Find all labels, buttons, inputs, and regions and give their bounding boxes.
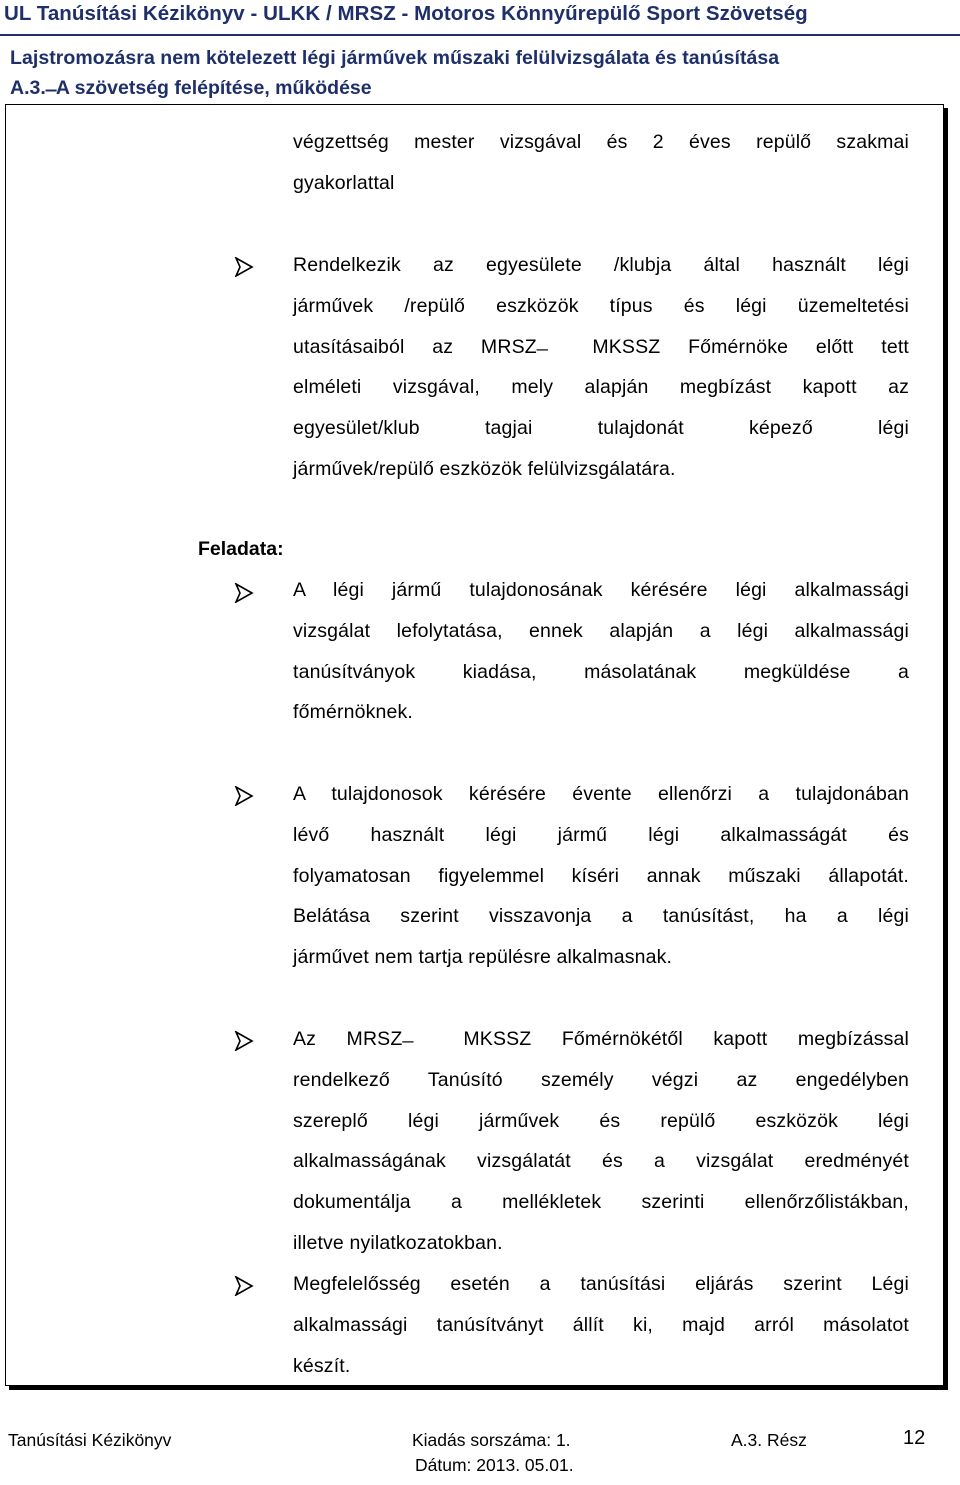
document-subtitle: Lajstromozásra nem kötelezett légi járművek műszaki felülvizsgálata és tanúsítása — [10, 47, 780, 69]
text-line: Belátása szerint visszavonja a tanúsítást, ha a légi — [293, 905, 909, 928]
document-header-title: UL Tanúsítási Kézikönyv - ULKK / MRSZ - Motoros Könnyűrepülő Sport Szövetség — [4, 2, 808, 25]
text-line: járművet nem tartja repülésre alkalmasnak. — [293, 946, 673, 969]
footer-part: A.3. Rész — [731, 1430, 807, 1450]
chapter-title: A.3. ̶ A szövetség felépítése, működése — [10, 77, 372, 99]
arrowhead-bullet-icon — [234, 1276, 254, 1296]
text-line: Rendelkezik az egyesülete /klubja által használt légi — [293, 254, 909, 276]
page-number: 12 — [903, 1427, 926, 1449]
arrowhead-bullet-icon — [234, 786, 254, 806]
text-line: készít. — [293, 1354, 351, 1377]
bullet-item-5 — [293, 1264, 909, 1386]
header-rule — [0, 34, 960, 36]
text-line: végzettség mester vizsgával és 2 éves repülő szakmai — [293, 131, 909, 153]
text-line: egyesület/klub tagjai tulajdonát képező légi — [293, 417, 909, 440]
intro-paragraph — [293, 122, 909, 204]
text-line: Megfelelősség esetén a tanúsítási eljárás szerint Légi — [293, 1273, 909, 1295]
section-heading: Feladata: — [198, 538, 284, 560]
text-line: gyakorlattal — [293, 171, 395, 194]
text-line: főmérnöknek. — [293, 701, 413, 724]
text-line: szereplő légi járművek és repülő eszközök légi — [293, 1109, 909, 1132]
bullet-item-1 — [293, 245, 909, 490]
text-line: alkalmassági tanúsítványt állít ki, majd arról másolatot — [293, 1313, 909, 1336]
text-line: vizsgálat lefolytatása, ennek alapján a légi alkalmassági — [293, 619, 909, 642]
bullet-item-4 — [293, 1019, 909, 1264]
text-line: illetve nyilatkozatokban. — [293, 1231, 503, 1254]
text-line: rendelkező Tanúsító személy végzi az engedélyben — [293, 1068, 909, 1091]
bullet-item-3 — [293, 774, 909, 978]
text-line: elméleti vizsgával, mely alapján megbízást kapott az — [293, 376, 909, 399]
text-line: tanúsítványok kiadása, másolatának megküldése a — [293, 660, 909, 683]
text-line: alkalmasságának vizsgálatát és a vizsgálat eredményét — [293, 1150, 909, 1173]
footer-edition: Kiadás sorszáma: 1. — [412, 1430, 571, 1450]
text-line: A légi jármű tulajdonosának kérésére légi alkalmassági — [293, 579, 909, 601]
text-line: lévő használt légi jármű légi alkalmasságát és — [293, 823, 909, 846]
arrowhead-bullet-icon — [234, 1031, 254, 1051]
arrowhead-bullet-icon — [234, 583, 254, 603]
text-line: dokumentálja a mellékletek szerinti ellenőrzőlistákban, — [293, 1191, 909, 1214]
bullet-item-2 — [293, 570, 909, 733]
text-line: járművek /repülő eszközök típus és légi üzemeltetési — [293, 294, 909, 317]
text-line: utasításaiból az MRSZ ̶ MKSSZ Főmérnöke előtt tett — [293, 335, 909, 358]
text-line: folyamatosan figyelemmel kíséri annak műszaki állapotát. — [293, 864, 909, 887]
text-line: Az MRSZ ̶ MKSSZ Főmérnökétől kapott megbízással — [293, 1028, 909, 1050]
text-line: A tulajdonosok kérésére évente ellenőrzi a tulajdonában — [293, 783, 909, 805]
footer-date: Dátum: 2013. 05.01. — [415, 1455, 574, 1475]
arrowhead-bullet-icon — [234, 257, 254, 277]
text-line: járművek/repülő eszközök felülvizsgálatára. — [293, 457, 676, 480]
footer-manual-name: Tanúsítási Kézikönyv — [8, 1430, 172, 1450]
